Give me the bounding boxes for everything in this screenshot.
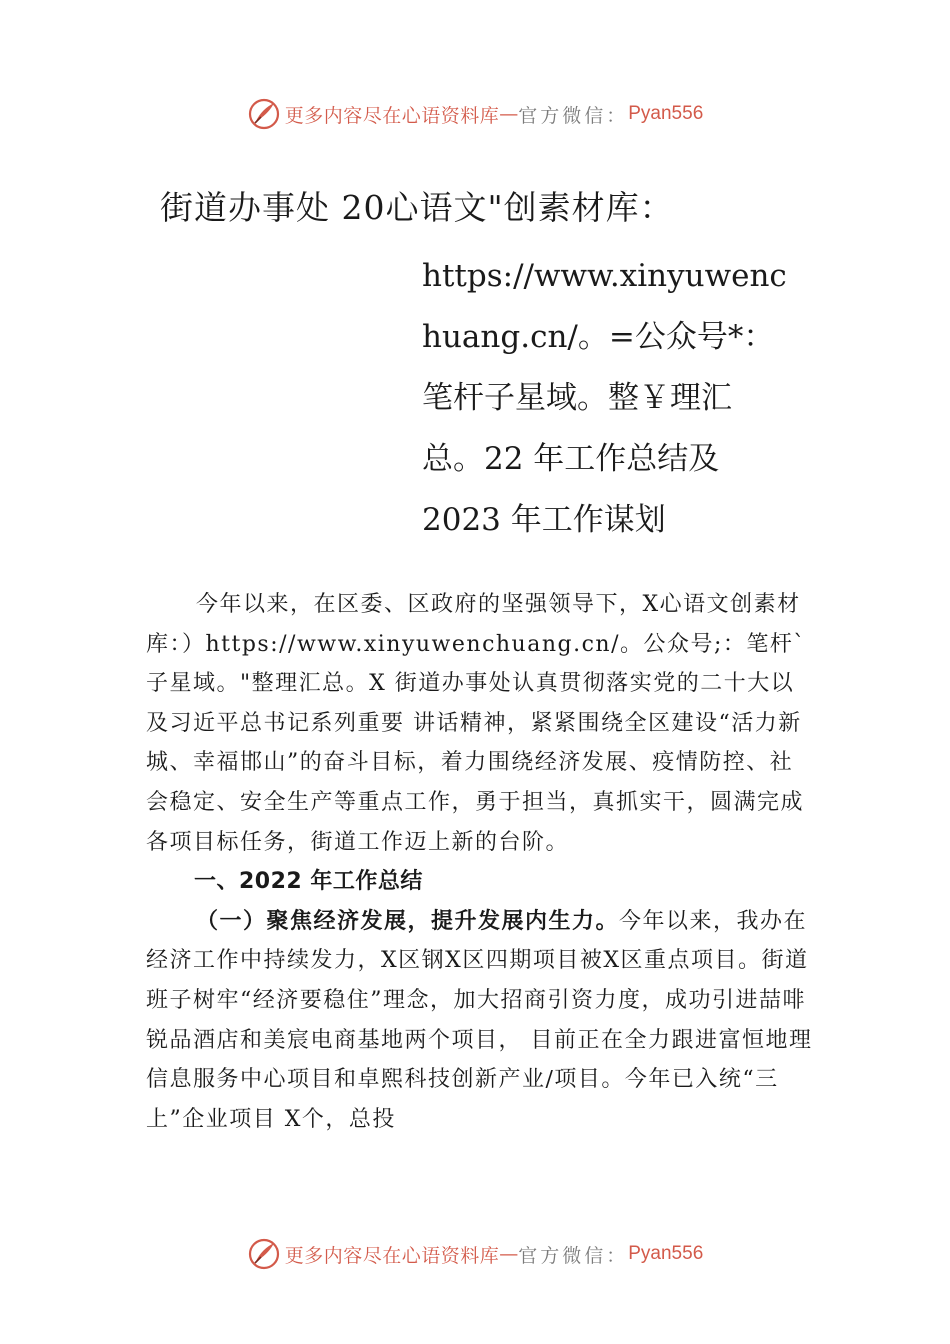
title-line: https://www.xinyuwenc bbox=[422, 258, 787, 294]
title-line: 总。22 年工作总结及 bbox=[422, 441, 720, 477]
watermark-banner-top bbox=[0, 92, 950, 136]
title-line: huang.cn/。=公众号*： bbox=[422, 319, 775, 355]
quill-logo-icon bbox=[247, 1237, 281, 1271]
document-title-line1: 街道办事处 20心语文"创素材库： bbox=[160, 188, 674, 227]
subsection-text: 今年以来，我办在经济工作中持续发力，X区钢X区四期项目被X区重点项目。街道班子树牢“经济要稳住”理念，加大招商引资力度，成功引进喆啡锐品酒店和美宸电商基地两个项目， 目前正在全力跟进富恒地理信息服务中心项目和卓熙科技创新产业∕项目。今年已入统“三上”企业项目 X个，总投 bbox=[146, 908, 813, 1132]
intro-paragraph: 今年以来，在区委、区政府的坚强领导下，X心语文创素材库：）https://www.xinyuwenchuang.cn/。公众号;：笔杆`子星域。"整理汇总。X 街道办事处认真贯彻落实党的二十大以及习近平总书记系列重要 讲话精神，紧紧围绕全区建设“活力新城、幸福邯山”的奋斗目标，着力围绕经济发展、疫情防控、社会稳定、安全生产等重点工作，勇于担当，真抓实干，圆满完成各项目标任务，街道工作迈上新的台阶。 bbox=[146, 592, 806, 855]
watermark-separator: — bbox=[499, 1243, 519, 1265]
subsection-paragraph bbox=[146, 902, 814, 1140]
section-heading: 一、2022 年工作总结 bbox=[194, 869, 423, 895]
title-line: 笔杆子星域。整￥理汇 bbox=[422, 380, 732, 416]
document-body bbox=[146, 585, 814, 1139]
subsection-heading: （一）聚焦经济发展，提升发展内生力。 bbox=[196, 907, 620, 934]
document-title-block bbox=[422, 246, 802, 551]
watermark-text: 更多内容尽在心语资料库 bbox=[284, 104, 500, 127]
watermark-separator: — bbox=[499, 103, 519, 125]
watermark-banner-bottom bbox=[0, 1232, 950, 1276]
watermark-wechat-id: Pyan556 bbox=[628, 1243, 704, 1264]
title-line: 2023 年工作谋划 bbox=[422, 502, 666, 538]
watermark-wechat-label: 官方微信： bbox=[518, 104, 629, 127]
watermark-wechat-id: Pyan556 bbox=[628, 103, 704, 124]
quill-logo-icon bbox=[247, 97, 281, 131]
watermark-wechat-label: 官方微信： bbox=[518, 1244, 629, 1267]
watermark-text: 更多内容尽在心语资料库 bbox=[284, 1244, 500, 1267]
